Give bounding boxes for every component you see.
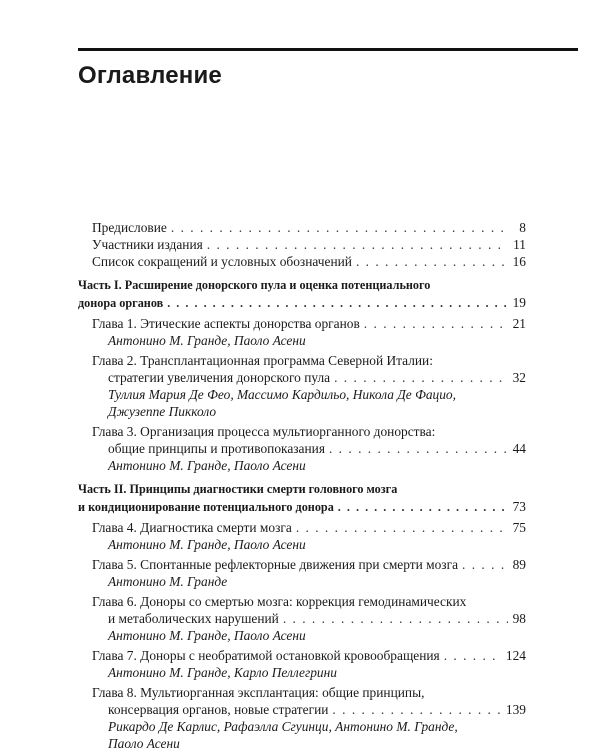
chapter-title: Глава 8. Мультиорганная эксплантация: общие принципы, — [92, 685, 425, 700]
toc-chapter-7[interactable] — [78, 647, 526, 681]
part-title-line: Часть II. Принципы диагностики смерти головного мозга — [78, 482, 398, 496]
dot-leader — [329, 440, 508, 457]
dot-leader — [283, 610, 508, 627]
toc-page-number: 8 — [519, 220, 526, 235]
chapter-title: Глава 6. Доноры со смертью мозга: коррекция гемодинамических — [92, 594, 467, 609]
chapter-authors: Паоло Асени — [108, 736, 180, 751]
part-title-line: и кондиционирование потенциального донора — [78, 500, 334, 514]
toc-page-number: 89 — [512, 557, 526, 572]
chapter-authors: Антонино М. Гранде, Паоло Асени — [108, 537, 306, 552]
dot-leader — [364, 315, 508, 332]
chapter-authors: Антонино М. Гранде, Паоло Асени — [108, 333, 306, 348]
chapter-title: Глава 3. Организация процесса мультиорганного донорства: — [92, 424, 436, 439]
dot-leader — [444, 647, 502, 664]
toc-page-number: 19 — [512, 295, 526, 310]
dot-leader — [207, 236, 508, 253]
dot-leader — [332, 701, 501, 718]
toc-page-number: 21 — [512, 316, 526, 331]
chapter-title-continued: общие принципы и противопоказания — [108, 441, 325, 456]
part-title-line: донора органов — [78, 296, 164, 310]
chapter-title: Глава 5. Спонтанные рефлекторные движения при смерти мозга — [92, 557, 459, 572]
table-of-contents — [78, 219, 526, 752]
toc-page-number: 32 — [512, 370, 526, 385]
toc-page-number: 11 — [513, 237, 526, 252]
dot-leader — [167, 295, 508, 312]
toc-chapter-3[interactable] — [78, 423, 526, 474]
chapter-title-continued: консервация органов, новые стратегии — [108, 702, 329, 717]
chapter-authors: Антонино М. Гранде, Карло Пеллегрини — [108, 665, 337, 680]
chapter-authors: Антонино М. Гранде, Паоло Асени — [108, 628, 306, 643]
toc-part-2[interactable] — [78, 481, 526, 516]
chapter-title-continued: стратегии увеличения донорского пула — [108, 370, 331, 385]
chapter-authors: Антонино М. Гранде, Паоло Асени — [108, 458, 306, 473]
chapter-title: Глава 7. Доноры с необратимой остановкой кровообращения — [92, 648, 440, 663]
toc-entry-preface[interactable] — [78, 219, 526, 236]
dot-leader — [296, 519, 508, 536]
toc-page-number: 16 — [512, 254, 526, 269]
toc-page-number: 139 — [505, 702, 526, 717]
toc-page-number: 44 — [512, 441, 526, 456]
toc-chapter-1[interactable] — [78, 315, 526, 349]
chapter-authors: Антонино М. Гранде — [108, 574, 228, 589]
toc-page-number: 75 — [512, 520, 526, 535]
toc-entry-contributors[interactable] — [78, 236, 526, 253]
part-title-line: Часть I. Расширение донорского пула и оценка потенциального — [78, 278, 431, 292]
toc-page-number: 73 — [512, 499, 526, 514]
chapter-title: Глава 1. Этические аспекты донорства органов — [92, 316, 360, 331]
dot-leader — [334, 369, 508, 386]
dot-leader — [338, 499, 508, 516]
toc-part-1[interactable] — [78, 277, 526, 312]
dot-leader — [171, 219, 508, 236]
page-title: Оглавление — [78, 62, 222, 89]
chapter-title: Глава 2. Трансплантационная программа Северной Италии: — [92, 353, 433, 368]
toc-page-number: 124 — [505, 648, 526, 663]
toc-entry-label: Участники издания — [92, 237, 203, 252]
toc-chapter-4[interactable] — [78, 519, 526, 553]
toc-entry-abbreviations[interactable] — [78, 253, 526, 270]
top-rule — [78, 48, 578, 51]
toc-page-number: 98 — [512, 611, 526, 626]
dot-leader — [462, 556, 508, 573]
chapter-authors: Туллия Мария Де Фео, Массимо Кардильо, Никола Де Фацио, — [108, 387, 456, 402]
chapter-title: Глава 4. Диагностика смерти мозга — [92, 520, 292, 535]
dot-leader — [356, 253, 508, 270]
toc-chapter-6[interactable] — [78, 593, 526, 644]
toc-chapter-5[interactable] — [78, 556, 526, 590]
toc-entry-label: Предисловие — [92, 220, 167, 235]
toc-chapter-2[interactable] — [78, 352, 526, 420]
toc-chapter-8[interactable] — [78, 684, 526, 752]
chapter-authors: Джузеппе Пикколо — [108, 404, 217, 419]
chapter-authors: Рикардо Де Карлис, Рафаэлла Сгуинци, Антонино М. Гранде, — [108, 719, 458, 734]
toc-entry-label: Список сокращений и условных обозначений — [92, 254, 352, 269]
chapter-title-continued: и метаболических нарушений — [108, 611, 279, 626]
